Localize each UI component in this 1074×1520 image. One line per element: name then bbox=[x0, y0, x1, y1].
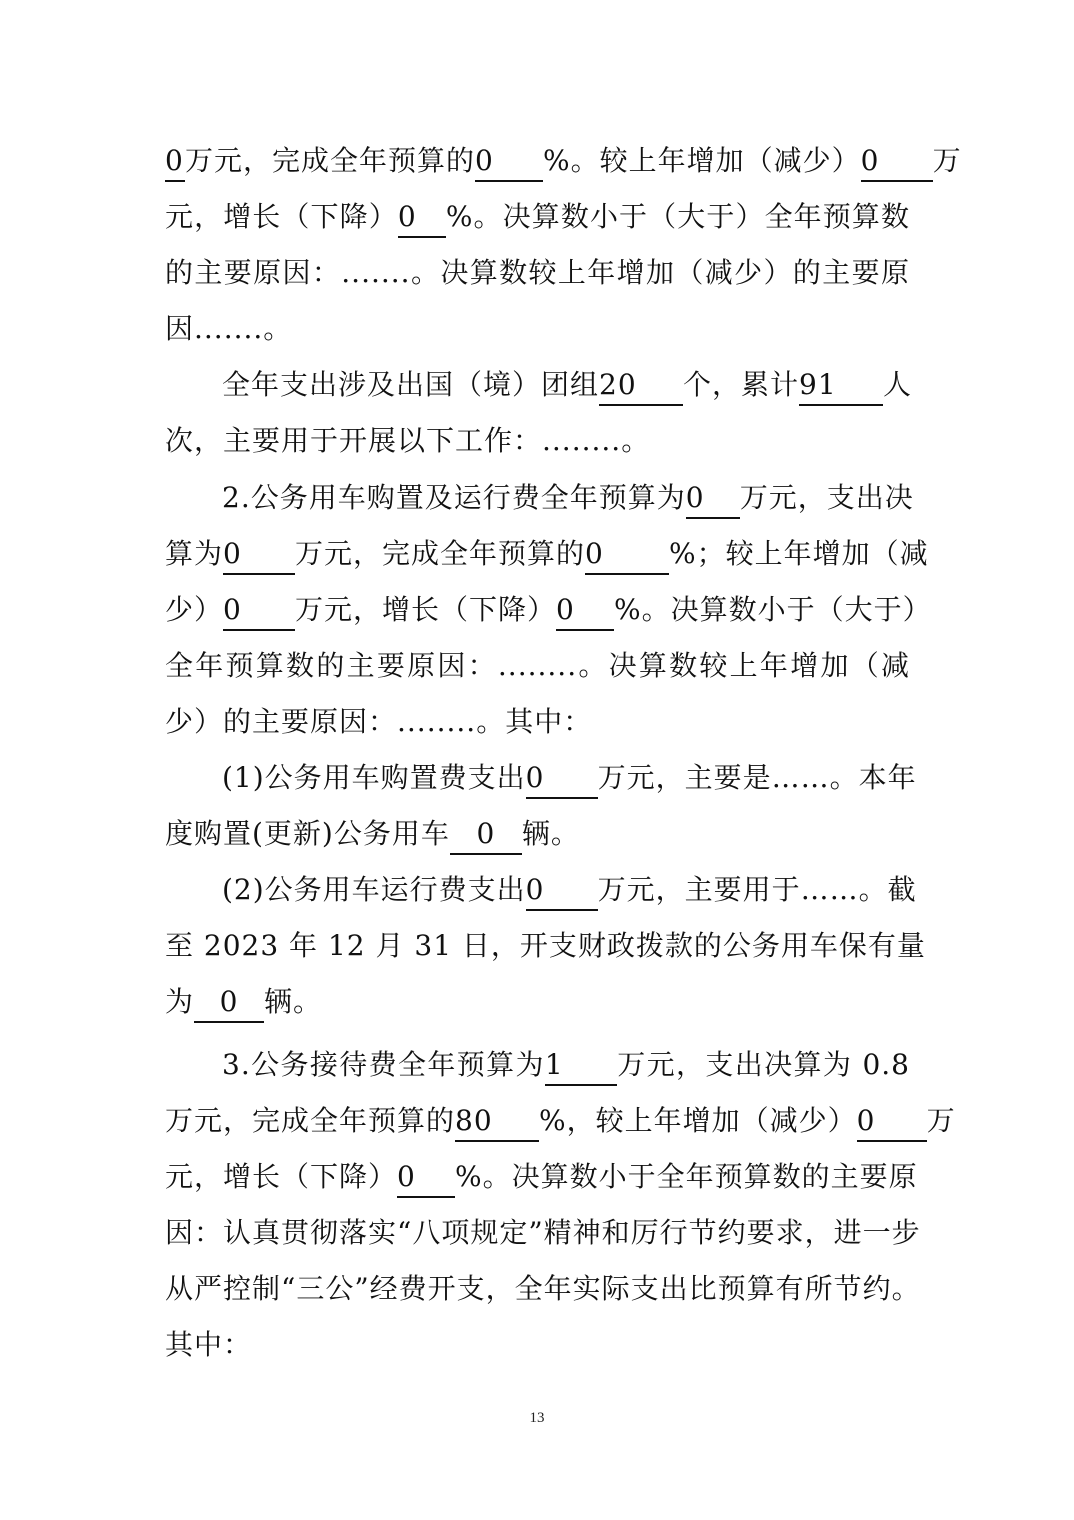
underlined-value: 0 bbox=[526, 761, 598, 799]
text-line: 至 2023 年 12 月 31 日，开支财政拨款的公务用车保有量 bbox=[165, 929, 926, 962]
text-line: 算为0 万元，完成全年预算的0 %；较上年增加（减 bbox=[165, 534, 910, 574]
underlined-value: 0 bbox=[857, 1104, 927, 1142]
text-line: (1)公务用车购置费支出0 万元，主要是……。本年 bbox=[222, 758, 910, 798]
underlined-value: 0 bbox=[165, 144, 185, 182]
underlined-value: 0 bbox=[398, 200, 446, 238]
underlined-value: 0 bbox=[861, 144, 933, 182]
underlined-value: 0 bbox=[223, 537, 295, 575]
underlined-value: 1 bbox=[545, 1048, 617, 1086]
text-line: 次，主要用于开展以下工作：........。 bbox=[165, 424, 651, 457]
underlined-value: 0 bbox=[194, 985, 264, 1023]
text-line: 因：认真贯彻落实“八项规定”精神和厉行节约要求，进一步 bbox=[165, 1216, 921, 1249]
underlined-value: 91 bbox=[799, 368, 883, 406]
text-line: 度购置(更新)公务用车 0 辆。 bbox=[165, 814, 910, 854]
underlined-value: 20 bbox=[599, 368, 683, 406]
underlined-value: 0 bbox=[223, 593, 295, 631]
underlined-value: 0 bbox=[585, 537, 669, 575]
text-line: 少）的主要原因：........。其中： bbox=[165, 705, 593, 738]
underlined-value: 0 bbox=[397, 1160, 455, 1198]
text-line: 3.公务接待费全年预算为1 万元，支出决算为 0.8 bbox=[222, 1045, 910, 1085]
text-line: 因.......。 bbox=[165, 312, 293, 345]
text-line: 元，增长（下降）0 %。决算数小于全年预算数的主要原 bbox=[165, 1157, 910, 1197]
text-line: 元，增长（下降）0 %。决算数小于（大于）全年预算数 bbox=[165, 197, 910, 237]
underlined-value: 0 bbox=[686, 481, 740, 519]
text-line: (2)公务用车运行费支出0 万元，主要用于……。截 bbox=[222, 870, 910, 910]
text-line: 的主要原因：.......。决算数较上年增加（减少）的主要原 bbox=[165, 256, 910, 289]
text-line: 全年支出涉及出国（境）团组20 个，累计91 人 bbox=[222, 365, 910, 405]
text-line: 2.公务用车购置及运行费全年预算为0 万元，支出决 bbox=[222, 478, 910, 518]
underlined-value: 80 bbox=[455, 1104, 539, 1142]
text-line: 从严控制“三公”经费开支，全年实际支出比预算有所节约。 bbox=[165, 1272, 921, 1305]
page-number: 13 bbox=[529, 1410, 545, 1426]
text-line: 其中： bbox=[165, 1328, 253, 1361]
text-line: 万元，完成全年预算的80 %，较上年增加（减少）0 万 bbox=[165, 1101, 910, 1141]
text-line: 全年预算数的主要原因：........。决算数较上年增加（减 bbox=[165, 649, 910, 682]
underlined-value: 0 bbox=[556, 593, 614, 631]
text-line: 为 0 辆。 bbox=[165, 982, 910, 1022]
underlined-value: 0 bbox=[526, 873, 598, 911]
underlined-value: 0 bbox=[450, 817, 522, 855]
text-line: 0万元，完成全年预算的0 %。较上年增加（减少）0 万 bbox=[165, 141, 910, 181]
text-line: 少）0 万元，增长（下降）0 %。决算数小于（大于） bbox=[165, 590, 910, 630]
underlined-value: 0 bbox=[475, 144, 543, 182]
